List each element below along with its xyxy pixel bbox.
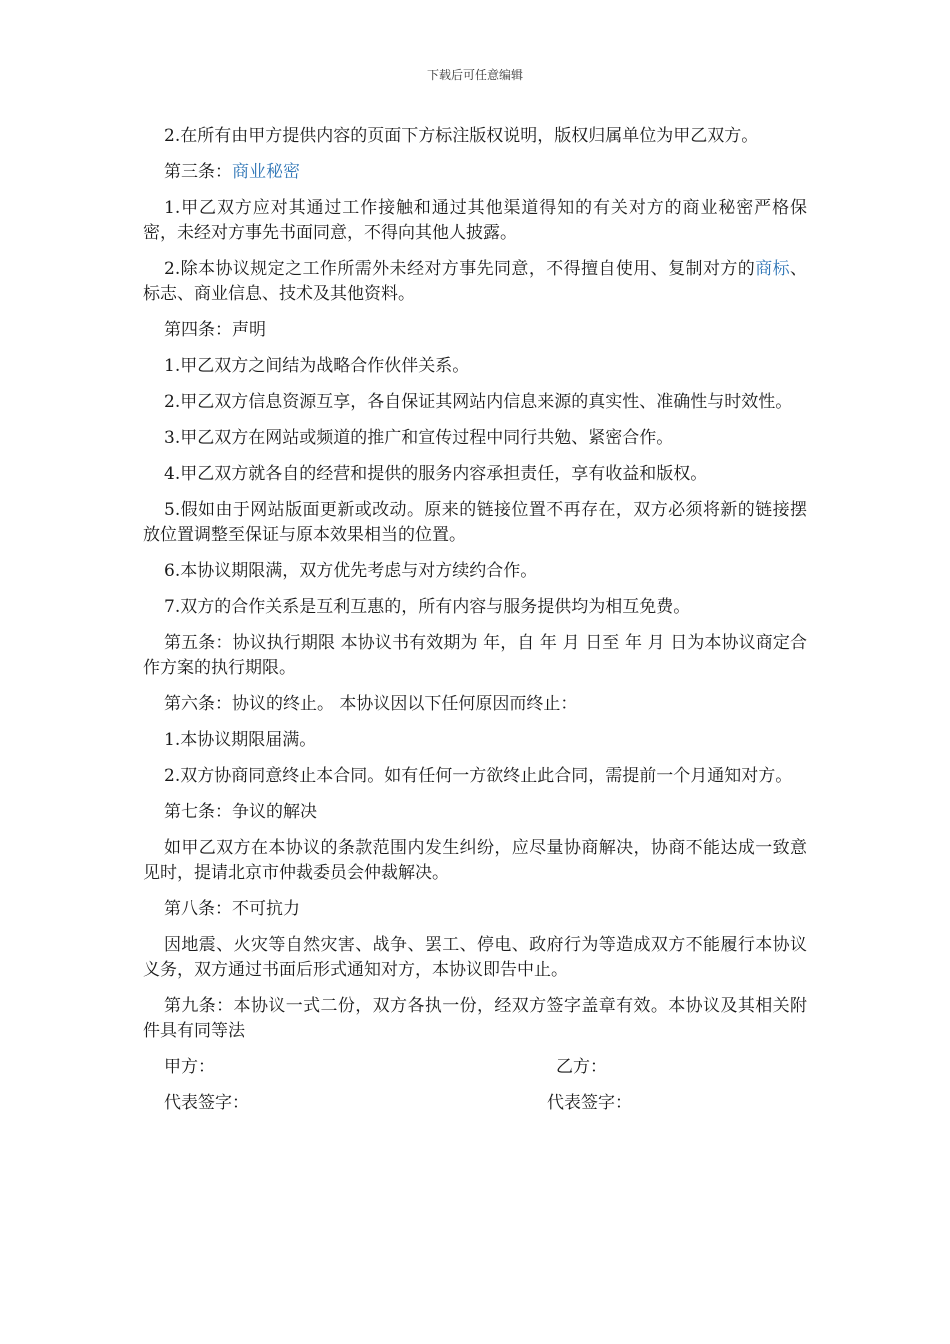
paragraph [143, 595, 807, 620]
paragraph-text: 因地震、火灾等自然灾害、战争、罢工、停电、政府行为等造成双方不能履行本协议义务，双方通过书面后形式通知对方，本协议即告中止。 [143, 935, 807, 980]
paragraph-text: 第三条： [164, 162, 232, 182]
paragraph-text: 3.甲乙双方在网站或频道的推广和宣传过程中同行共勉、紧密合作。 [164, 428, 674, 448]
paragraph [143, 390, 807, 415]
signature-row-parties [143, 1055, 807, 1080]
paragraph-text: 2.在所有由甲方提供内容的页面下方标注版权说明，版权归属单位为甲乙双方。 [164, 126, 759, 146]
paragraph-text: 1.甲乙双方应对其通过工作接触和通过其他渠道得知的有关对方的商业秘密严格保密，未经对方事先书面同意，不得向其他人披露。 [143, 198, 807, 243]
paragraph-text: 7.双方的合作关系是互利互惠的，所有内容与服务提供均为相互免费。 [164, 597, 691, 617]
paragraph [143, 257, 807, 307]
paragraph-text: 如甲乙双方在本协议的条款范围内发生纠纷，应尽量协商解决，协商不能达成一致意见时，提请北京市仲裁委员会仲裁解决。 [143, 838, 807, 883]
paragraph [143, 994, 807, 1044]
signature-row-representatives [143, 1091, 807, 1116]
hyperlink-text[interactable]: 商业秘密 [232, 162, 300, 182]
rep-a-signature-label: 代表签字： [164, 1093, 249, 1113]
hyperlink-text[interactable]: 商标 [755, 259, 791, 279]
paragraph [143, 124, 807, 149]
paragraph [143, 836, 807, 886]
page-header: 下载后可任意编辑 [426, 68, 523, 82]
paragraph-text: 第五条：协议执行期限 本协议书有效期为 年，自 年 月 日至 年 月 日为本协议商定合作方案的执行期限。 [143, 633, 807, 678]
paragraph-text: 、标志、商业信息、技术及其他资料。 [143, 259, 808, 304]
paragraph-text: 4.甲乙双方就各自的经营和提供的服务内容承担责任，享有收益和版权。 [164, 464, 708, 484]
paragraph-text: 5.假如由于网站版面更新或改动。原来的链接位置不再存在，双方必须将新的链接摆放位置调整至保证与原本效果相当的位置。 [143, 500, 807, 545]
paragraph-text: 第九条：本协议一式二份，双方各执一份，经双方签字盖章有效。本协议及其相关附件具有同等法 [143, 996, 807, 1041]
party-a-label: 甲方： [164, 1057, 215, 1077]
paragraph [143, 897, 807, 922]
paragraph-text: 第四条：声明 [164, 320, 266, 340]
paragraph-list [143, 124, 807, 1044]
paragraph [143, 462, 807, 487]
paragraph [143, 426, 807, 451]
paragraph [143, 559, 807, 584]
paragraph-text: 第七条：争议的解决 [164, 802, 317, 822]
paragraph-text: 1.本协议期限届满。 [164, 730, 317, 750]
paragraph [143, 933, 807, 983]
paragraph [143, 800, 807, 825]
paragraph [143, 498, 807, 548]
paragraph [143, 631, 807, 681]
paragraph-text: 2.双方协商同意终止本合同。如有任何一方欲终止此合同，需提前一个月通知对方。 [164, 766, 793, 786]
paragraph-text: 2.甲乙双方信息资源互享，各自保证其网站内信息来源的真实性、准确性与时效性。 [164, 392, 793, 412]
paragraph [143, 354, 807, 379]
paragraph-text: 2.除本协议规定之工作所需外未经对方事先同意，不得擅自使用、复制对方的 [164, 259, 756, 279]
rep-b-signature-label: 代表签字： [547, 1093, 632, 1113]
paragraph-text: 1.甲乙双方之间结为战略合作伙伴关系。 [164, 356, 470, 376]
paragraph-text: 6.本协议期限满，双方优先考虑与对方续约合作。 [164, 561, 538, 581]
paragraph-text: 第六条：协议的终止。 本协议因以下任何原因而终止： [164, 694, 578, 714]
party-b-label: 乙方： [556, 1057, 607, 1077]
paragraph [143, 196, 807, 246]
paragraph [143, 692, 807, 717]
paragraph [143, 764, 807, 789]
paragraph-text: 第八条：不可抗力 [164, 899, 300, 919]
paragraph [143, 728, 807, 753]
paragraph [143, 160, 807, 185]
paragraph [143, 318, 807, 343]
document-body [143, 124, 807, 1127]
